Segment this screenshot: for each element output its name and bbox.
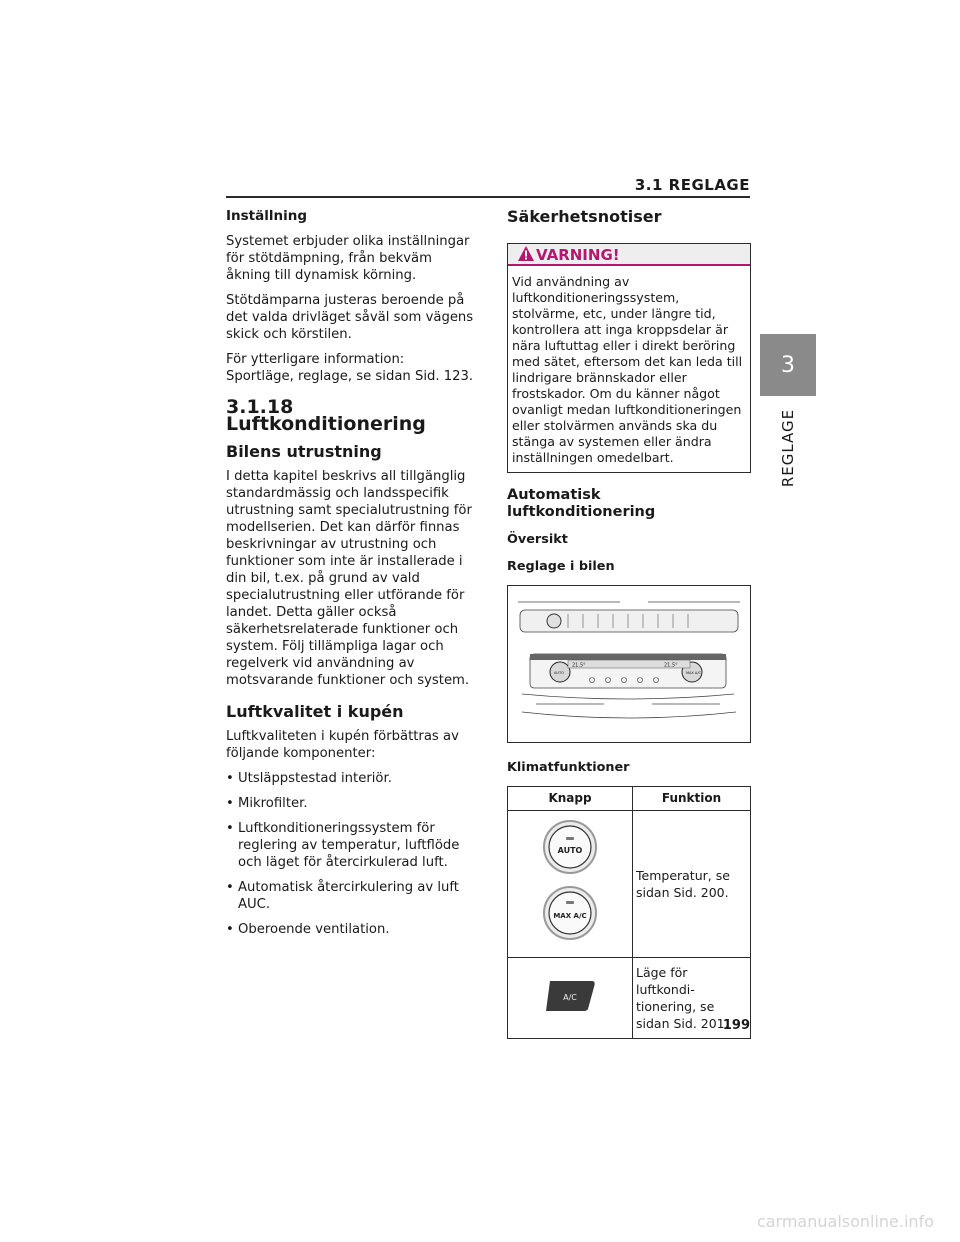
ac-button-image	[542, 977, 598, 1015]
right-column	[507, 208, 751, 1039]
panel-temp-left: 21.5°	[572, 662, 586, 669]
panel-max-label: MAX A/C	[686, 671, 701, 675]
button-image-cell	[508, 958, 633, 1039]
auto-button-label: AUTO	[557, 846, 583, 855]
controls-heading: Reglage i bilen	[507, 559, 615, 574]
climate-functions-table	[507, 786, 751, 1039]
table-row	[508, 811, 751, 958]
paragraph: Stötdämparna justeras beroende på det valda drivläget såväl som vägens skick och körstilen.	[226, 293, 474, 342]
list-item: • Mikrofilter.	[226, 795, 476, 812]
max-ac-button-label: MAX A/C	[553, 912, 587, 920]
table-row	[508, 958, 751, 1039]
column-header: Funktion	[633, 787, 751, 811]
function-cell: Läge för luftkondi- tionering, se sidan Sid. 201.	[633, 958, 751, 1039]
installning-heading: Inställning	[226, 208, 307, 224]
running-header: 3.1 REGLAGE	[634, 176, 750, 194]
safety-heading: Säkerhetsnotiser	[507, 207, 662, 226]
air-quality-heading: Luftkvalitet i kupén	[226, 702, 404, 721]
warning-title: VARNING!	[536, 246, 620, 264]
climate-functions-heading: Klimatfunktioner	[507, 760, 630, 775]
warning-box	[507, 243, 751, 473]
list-item: • Automatisk återcirkulering av luft AUC.	[226, 879, 476, 913]
auto-ac-heading: Automatisk luftkonditionering	[507, 487, 656, 520]
header-rule	[226, 196, 750, 198]
panel-auto-label: AUTO	[554, 671, 564, 675]
ac-button-label: A/C	[563, 993, 577, 1002]
function-cell: Temperatur, se sidan Sid. 200.	[633, 811, 751, 958]
button-images-cell	[508, 811, 633, 958]
list-item: • Oberoende ventilation.	[226, 921, 476, 938]
auto-max-knobs-image	[535, 817, 605, 947]
warning-text: Vid användning av luftkonditioneringssystem, stolvärme, etc, under längre tid, kontrollera att inga kroppsdelar är nära luftuttag eller i direkt beröring med sätet, eftersom det kan leda till lindrigare brännskador eller frostskador. Om du känner något ovanligt medan luftkonditioneringen eller stolvärmen används ska du stänga av systemen eller ändra inställningen omedelbart.	[512, 274, 743, 465]
paragraph: För ytterligare information: Sportläge, reglage, se sidan Sid. 123.	[226, 352, 474, 384]
paragraph: Systemet erbjuder olika inställningar för stötdämpning, från bekväm åkning till dynamisk körning.	[226, 234, 470, 283]
chapter-side-label: REGLAGE	[779, 408, 797, 488]
list-item: • Luftkonditioneringssystem för reglering av temperatur, luftflöde och läget för återcirkulerad luft.	[226, 820, 476, 871]
watermark: carmanualsonline.info	[756, 1212, 934, 1231]
left-column	[226, 208, 476, 946]
bullet-list	[226, 770, 476, 938]
paragraph: Luftkvaliteten i kupén förbättras av följande komponenter:	[226, 729, 459, 761]
overview-heading: Översikt	[507, 532, 568, 547]
equipment-heading: Bilens utrustning	[226, 442, 382, 461]
column-header: Knapp	[508, 787, 633, 811]
warning-triangle-icon	[518, 246, 534, 265]
chapter-tab: 3	[760, 334, 816, 396]
warning-header	[508, 244, 750, 266]
page-number: 199	[722, 1018, 750, 1033]
climate-panel-image	[507, 585, 751, 743]
table-header-row	[508, 787, 751, 811]
climate-panel-illustration	[508, 586, 750, 742]
paragraph: I detta kapitel beskrivs all tillgänglig standardmässig och landsspecifik utrustning samt specialutrustning för modellserien. Det kan därför finnas beskrivningar av utrustning och funktioner som inte är installerade i din bil, t.ex. på grund av vald specialutrustning eller utförande för landet. Detta gäller också säkerhetsrelaterade funktioner och system. Följ tillämpliga lagar och regelverk vid användning av motsvarande funktioner och system.	[226, 469, 472, 688]
panel-temp-right: 21.5°	[664, 662, 678, 669]
list-item: • Utsläppstestad interiör.	[226, 770, 476, 787]
section-heading: 3.1.18 Luftkonditionering	[226, 396, 426, 435]
